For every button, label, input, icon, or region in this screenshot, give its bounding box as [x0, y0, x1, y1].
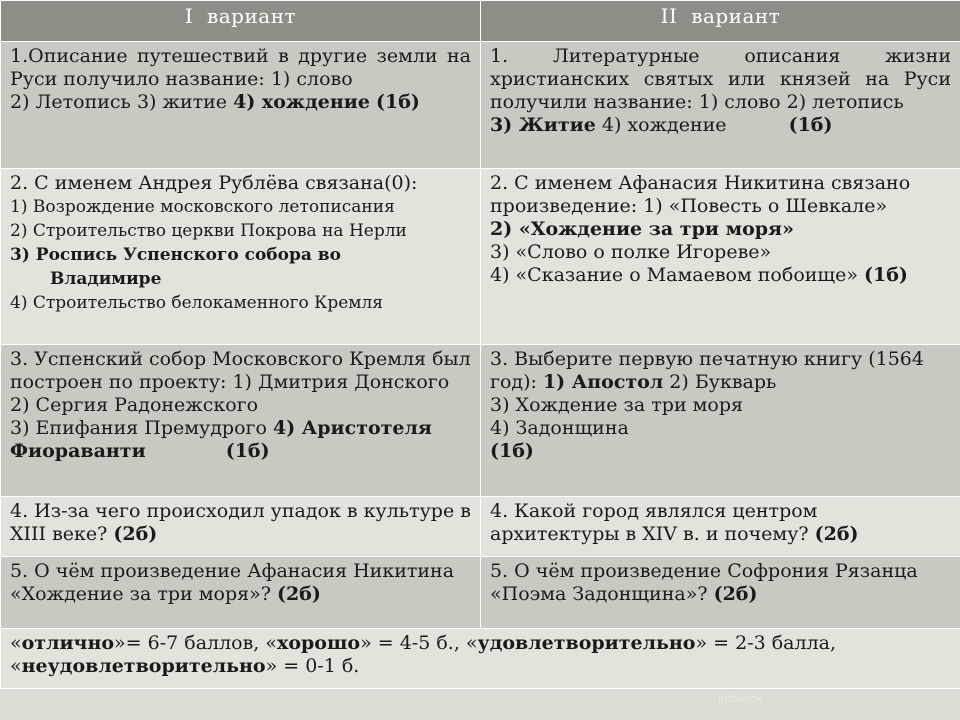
- grading-scale: [1, 629, 960, 689]
- q2-v1-answer-line1: 3) Роспись Успенского собора во: [10, 245, 341, 265]
- grading-row: [1, 629, 960, 689]
- q2-v1-option-2: 2) Строительство церкви Покрова на Нерли: [10, 221, 407, 241]
- q1-v2-option: 4) хождение: [601, 114, 727, 136]
- q2-v2-answer: 2) «Хождение за три моря»: [490, 218, 794, 240]
- q4-v2-text: 4. Какой город являлся центром архитектуры в XIV в. и почему?: [490, 500, 818, 545]
- q1-v2-answer: 3) Житие: [490, 114, 596, 136]
- q5-v2-points: (2б): [713, 583, 758, 605]
- q2-v1-option-1: 1) Возрождение московского летописания: [10, 197, 395, 217]
- q4-v1-text: 4. Из-за чего происходил упадок в культуре в XIII веке?: [10, 500, 471, 545]
- grade-good: хорошо: [277, 632, 361, 654]
- grade-excellent: отлично: [21, 632, 115, 654]
- question-row-2: [1, 169, 960, 345]
- header-variant-2: [481, 1, 960, 42]
- q3-v1-answer-line1: 4) Аристотеля: [272, 417, 432, 439]
- question-1-variant-1: [1, 42, 481, 169]
- question-3-variant-2: [481, 345, 960, 497]
- q3-v2-points: (1б): [490, 440, 534, 462]
- header-variant-1-num: I: [184, 4, 194, 28]
- q2-v2-text: 2. С именем Афанасия Никитина связано произведение: 1) «Повесть о Шевкале»: [490, 172, 911, 217]
- q3-v1-option-3: 3) Епифания Премудрого: [10, 417, 267, 439]
- question-1-variant-2: [481, 42, 960, 169]
- q1-v1-options: 2) Летопись 3) житие: [10, 91, 228, 113]
- question-4-variant-1: [1, 497, 481, 557]
- q3-v2-option-4: 4) Задонщина: [490, 417, 629, 439]
- question-row-1: [1, 42, 960, 169]
- q3-v2-option-2: 2) Букварь: [669, 371, 777, 393]
- q2-v2-option-3: 3) «Слово о полке Игореве»: [490, 241, 772, 263]
- q2-v2-option-4: 4) «Сказание о Мамаевом побоище»: [490, 264, 858, 286]
- grade-unsatisfactory: неудовлетворительно: [21, 655, 266, 677]
- question-row-4: [1, 497, 960, 557]
- q3-v2-option-3: 3) Хождение за три моря: [490, 394, 744, 416]
- question-5-variant-2: [481, 557, 960, 629]
- q5-v1-points: (2б): [276, 583, 321, 605]
- grading-t1: »= 6-7 баллов, «: [114, 632, 278, 654]
- header-variant-1-word: вариант: [206, 4, 297, 28]
- grading-t3: » = 2-3 балла,: [695, 632, 837, 654]
- header-variant-1: [1, 1, 481, 42]
- q1-v2-points: (1б): [788, 114, 833, 136]
- grade-satisfactory: удовлетворительно: [477, 632, 696, 654]
- question-row-3: [1, 345, 960, 497]
- q3-v1-points: (1б): [225, 440, 270, 462]
- question-3-variant-1: [1, 345, 481, 497]
- q1-v2-text: 1. Литературные описания жизни христианских святых или князей на Руси получили название: 1) слово 2) летопись: [490, 45, 951, 113]
- q3-v1-text: 3. Успенский собор Московского Кремля был построен по проекту: 1) Дмитрия Донского 2) Сергия Радонежского: [10, 348, 471, 416]
- grading-q1: «: [10, 632, 22, 654]
- q2-v2-points: (1б): [864, 264, 908, 286]
- question-2-variant-2: [481, 169, 960, 345]
- header-variant-2-num: II: [660, 4, 678, 28]
- q3-v2-text: 3. Выберите первую печатную книгу (1564 год):: [490, 348, 924, 393]
- grading-t4: » = 0-1 б.: [265, 655, 360, 677]
- header-variant-2-word: вариант: [691, 4, 781, 28]
- question-5-variant-1: [1, 557, 481, 629]
- q2-v1-option-4: 4) Строительство белокаменного Кремля: [10, 293, 384, 313]
- header-row: [1, 1, 960, 42]
- q2-v1-text: 2. С именем Андрея Рублёва связана(0):: [10, 172, 418, 194]
- watermark: infourok: [718, 692, 763, 705]
- q4-v1-points: (2б): [113, 523, 158, 545]
- q5-v1-text: 5. О чём произведение Афанасия Никитина «Хождение за три моря»?: [10, 560, 455, 605]
- q3-v1-answer-line2: Фиораванти: [10, 440, 146, 462]
- q1-v1-answer: 4) хождение: [233, 91, 370, 113]
- question-row-5: [1, 557, 960, 629]
- grading-q4: «: [10, 655, 22, 677]
- grading-t2: » = 4-5 б., «: [360, 632, 478, 654]
- q2-v1-answer-line2: Владимире: [50, 269, 162, 289]
- q4-v2-points: (2б): [814, 523, 859, 545]
- q1-v1-text: 1.Описание путешествий в другие земли на Руси получило название: 1) слово: [10, 45, 471, 90]
- q3-v2-answer: 1) Апостол: [542, 371, 664, 393]
- q1-v1-points: (1б): [376, 91, 420, 113]
- question-4-variant-2: [481, 497, 960, 557]
- q5-v2-text: 5. О чём произведение Софрония Рязанца «Поэма Задонщина»?: [490, 560, 918, 605]
- question-2-variant-1: [1, 169, 481, 345]
